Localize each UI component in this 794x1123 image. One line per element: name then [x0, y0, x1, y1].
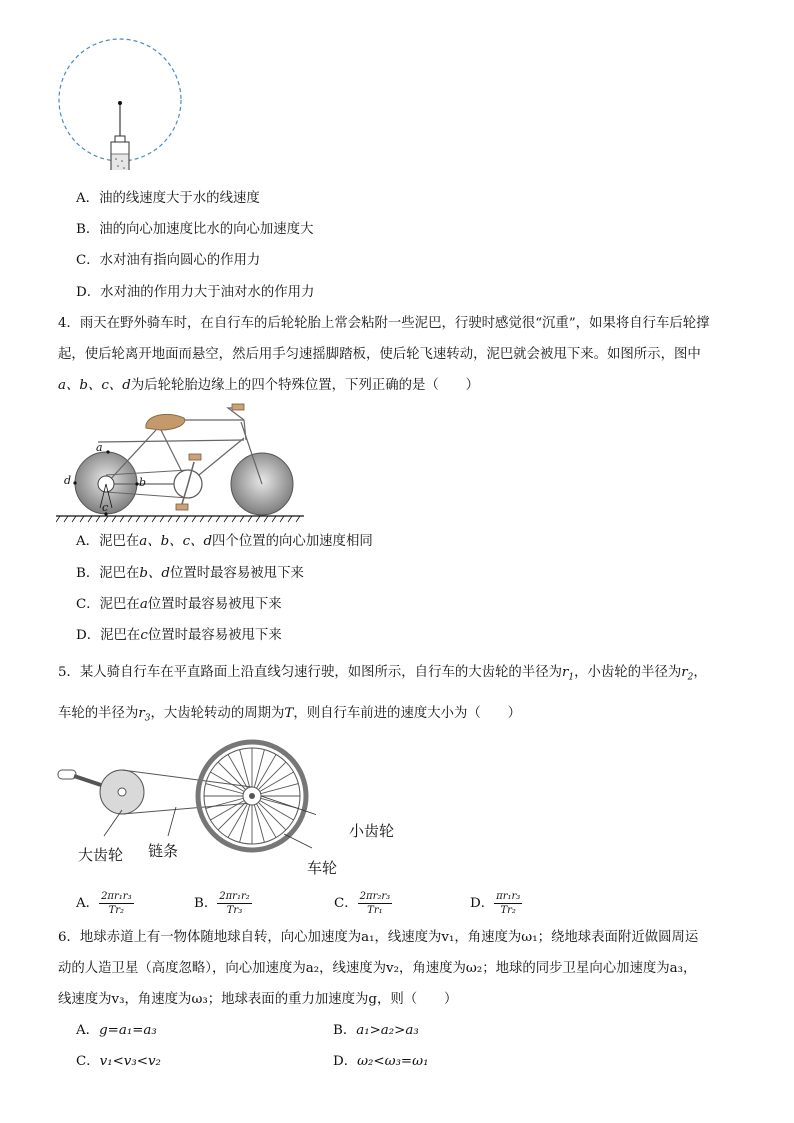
- option-text: v₁<v₃<v₂: [99, 1054, 161, 1069]
- option-var: c: [140, 628, 148, 643]
- denominator: Tr₃: [226, 905, 243, 916]
- option-text: 泥巴在: [99, 566, 140, 581]
- q5-option-b: [194, 890, 252, 917]
- stem-text: 为后轮轮胎边缘上的四个特殊位置，下列正确的是（ ）: [130, 378, 479, 393]
- point-vars: a、b、c、d: [58, 378, 131, 393]
- label-chain: 链条: [148, 842, 179, 860]
- option-key: A．: [76, 896, 100, 911]
- option-var: b、d: [139, 566, 170, 581]
- option-key: D．: [76, 285, 101, 300]
- option-key: D．: [333, 1054, 358, 1069]
- q5-option-d: [470, 890, 522, 917]
- option-key: B．: [333, 1023, 357, 1038]
- option-text: 位置时最容易被甩下来: [147, 597, 282, 612]
- q4-option-c: [76, 595, 282, 615]
- option-key: C．: [76, 1054, 100, 1069]
- option-text: 位置时最容易被甩下来: [169, 566, 304, 581]
- q4-option-a: [76, 532, 373, 552]
- q3-option-b: [76, 220, 313, 240]
- rotating-bottle-figure: [50, 30, 190, 170]
- stem-text: 5．某人骑自行车在平直路面上沿直线匀速行驶，如图所示，自行车的大齿轮的半径为: [58, 665, 562, 680]
- q5-stem-line2: [58, 704, 521, 729]
- option-key: A．: [76, 191, 100, 206]
- q5-stem-line1: 5．某人骑自行车在平直路面上沿直线匀速行驶，如图所示，自行车的大齿轮的半径为$r_1$，小齿轮的半径为$r_2$，: [58, 665, 707, 683]
- option-key: B．: [76, 566, 100, 581]
- option-key: A．: [76, 534, 100, 549]
- option-text: 泥巴在: [99, 597, 140, 612]
- option-key: D．: [470, 896, 495, 911]
- point-label-d: d: [64, 474, 72, 487]
- q5-option-a: [76, 890, 134, 917]
- point-label-c: c: [102, 501, 109, 514]
- var-r2: $r_2$: [681, 665, 694, 683]
- q3-option-c: [76, 251, 260, 271]
- option-text: 泥巴在: [99, 534, 140, 549]
- denominator: Tr₂: [108, 905, 125, 916]
- point-label-b: b: [139, 476, 147, 489]
- var-T: T: [284, 706, 294, 721]
- q6-stem-line3: 线速度为v₃，角速度为ω₃；地球表面的重力加速度为g，则（ ）: [58, 992, 458, 1007]
- option-text: 泥巴在: [100, 628, 141, 643]
- q6-option-d: [333, 1052, 428, 1072]
- var-r1: $r_1$: [561, 665, 575, 683]
- numerator: 2πr₁r₃: [101, 891, 132, 902]
- q3-option-a: [76, 189, 260, 209]
- q5-option-c: [334, 890, 392, 917]
- option-key: C．: [76, 253, 100, 268]
- fraction: [494, 890, 522, 917]
- option-text: 水对油的作用力大于油对水的作用力: [100, 285, 315, 300]
- q6-option-a: [76, 1021, 157, 1041]
- option-key: A．: [76, 1023, 100, 1038]
- q4-stem-line3: [58, 376, 479, 396]
- q6-stem-line2: 动的人造卫星（高度忽略），向心加速度为a₂，线速度为v₂，角速度为ω₂；地球的同步卫星向心加速度为a₃，: [58, 961, 697, 976]
- q4-stem-line2: 起，使后轮离开地面而悬空，然后用手匀速摇脚踏板，使后轮飞速转动，泥巴就会被甩下来。如图所示，图中: [58, 347, 701, 362]
- bicycle-mud-figure: [56, 400, 316, 530]
- option-key: C．: [334, 896, 358, 911]
- option-text: 油的线速度大于水的线速度: [99, 191, 260, 206]
- fraction: [217, 890, 252, 917]
- option-text: 水对油有指向圆心的作用力: [99, 253, 261, 268]
- stem-text: ，大齿轮转动的周期为: [150, 706, 285, 721]
- numerator: 2πr₁r₂: [219, 891, 250, 902]
- denominator: Tr₂: [500, 905, 516, 916]
- option-key: B．: [194, 896, 218, 911]
- point-label-a: a: [96, 441, 103, 454]
- stem-text: ，小齿轮的半径为: [574, 665, 682, 680]
- option-text: 四个位置的向心加速度相同: [212, 534, 373, 549]
- q6-option-b: [333, 1021, 419, 1041]
- option-key: D．: [76, 628, 101, 643]
- q6-stem-line1: 6．地球赤道上有一物体随地球自转，向心加速度为a₁，线速度为v₁，角速度为ω₁；绕地球表面附近做圆周运: [58, 930, 699, 945]
- option-var: a: [139, 597, 148, 612]
- option-text: ω₂<ω₃=ω₁: [357, 1054, 429, 1069]
- option-text: a₁>a₂>a₃: [356, 1023, 419, 1038]
- fraction: [358, 890, 393, 917]
- label-wheel: 车轮: [307, 859, 338, 877]
- fraction: [99, 890, 134, 917]
- label-big-gear: 大齿轮: [78, 846, 124, 864]
- option-var: a、b、c、d: [139, 534, 213, 549]
- q6-option-c: [76, 1052, 161, 1072]
- numerator: 2πr₂r₃: [359, 891, 391, 902]
- q3-option-d: [76, 283, 314, 303]
- stem-text: ，则自行车前进的速度大小为（ ）: [293, 706, 521, 721]
- option-text: 油的向心加速度比水的向心加速度大: [99, 222, 314, 237]
- option-key: B．: [76, 222, 100, 237]
- var-r3: $r_3$: [138, 706, 151, 724]
- denominator: Tr₁: [367, 905, 383, 916]
- q4-option-b: [76, 564, 304, 584]
- label-small-gear: 小齿轮: [349, 822, 395, 840]
- q4-option-d: [76, 626, 282, 646]
- option-text: g=a₁=a₃: [99, 1023, 157, 1038]
- option-key: C．: [76, 597, 100, 612]
- option-text: 位置时最容易被甩下来: [147, 628, 282, 643]
- stem-text: 车轮的半径为: [58, 706, 139, 721]
- numerator: πr₁r₃: [496, 891, 521, 902]
- q4-stem-line1: 4．雨天在野外骑车时，在自行车的后轮轮胎上常会粘附一些泥巴，行驶时感觉很“沉重”，如果将自行车后轮撑: [58, 316, 710, 331]
